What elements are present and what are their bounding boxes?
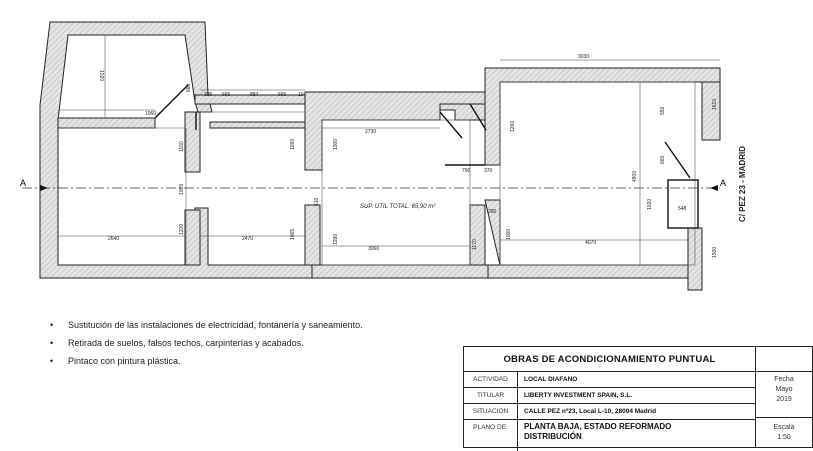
dim-label: 370 [484, 168, 493, 174]
dim-label: 548 [678, 206, 687, 212]
central-pillar [305, 205, 320, 265]
row-titular [464, 388, 755, 404]
note-text: Retirada de suelos, falsos techos, carpinterías y acabados. [68, 338, 304, 348]
row-value: LIBERTY INVESTMENT SPAIN, S.L. [524, 392, 633, 399]
pillar-1 [185, 112, 200, 172]
title-block-side [755, 346, 813, 448]
dim-label: 1020 [98, 70, 104, 82]
dim-label: 3030 [578, 54, 590, 60]
section-mark-left: A [20, 178, 27, 188]
dim-label: 1000 [506, 228, 512, 240]
door-leaf-1 [155, 85, 188, 118]
dim-label: 4070 [585, 240, 597, 246]
row-value [518, 420, 755, 451]
plano-value-1: PLANTA BAJA, ESTADO REFORMADO [524, 422, 672, 431]
fecha-cell [756, 372, 812, 418]
dim-label: 1200 [179, 223, 185, 235]
dim-label: 1060 [145, 111, 157, 117]
dim-label: 2470 [242, 236, 254, 242]
row-label: PLANO DE: [464, 420, 518, 451]
dim-label: 1065 [179, 183, 185, 195]
dim-label: 550 [660, 106, 666, 115]
escala-cell [756, 418, 812, 443]
dim-label: 1300 [333, 138, 339, 150]
list-item [46, 334, 363, 352]
fecha-label: Fecha [774, 376, 794, 383]
side-top [756, 347, 812, 372]
plano-value-2: DISTRIBUCIÓN [524, 432, 582, 441]
row-value: LOCAL DIAFANO [524, 376, 578, 383]
row-label: SITUACION [464, 404, 518, 419]
pillar-2 [185, 210, 200, 265]
title-block-main [463, 346, 755, 448]
section-mark-right: A [720, 178, 727, 188]
right-room-wall-2 [485, 200, 702, 278]
mid-pillar-right [470, 205, 485, 265]
dim-label: 1160 [179, 141, 185, 152]
list-item [46, 316, 363, 334]
dim-label: 660 [660, 155, 666, 164]
bullet-icon: • [50, 320, 54, 330]
row-label: ACTIVIDAD [464, 372, 518, 387]
dim-label: 880 [186, 83, 192, 92]
area-label: SUP. UTIL TOTAL: 65,90 m² [360, 204, 436, 210]
row-value: CALLE PEZ nº23, Local L-10, 28004 Madrid [524, 408, 657, 415]
row-plano [464, 420, 755, 451]
dim-label: 665 [278, 92, 287, 98]
door-leaf-4 [665, 142, 690, 178]
plano-value-line [524, 422, 671, 442]
dim-label: 326 [204, 92, 213, 98]
corridor-wall-bottom [210, 122, 305, 128]
section-line [22, 185, 720, 191]
escala-label: Escala [773, 424, 795, 431]
dim-label: 1610 [712, 98, 718, 110]
row-situacion [464, 404, 755, 420]
dim-label: 1170 [472, 239, 478, 250]
fecha-year: 2019 [776, 396, 792, 403]
dim-label: 290 [488, 209, 497, 215]
dim-label: 610 [314, 197, 320, 206]
dim-label: 2730 [365, 129, 377, 135]
dim-label: 1260 [510, 120, 516, 132]
inner-wall-top [58, 118, 155, 128]
dim-label: 2640 [108, 236, 120, 242]
dim-label: 1020 [647, 198, 653, 210]
left-room-wall [40, 22, 312, 278]
list-item [46, 352, 363, 370]
row-label: TITULAR [464, 388, 518, 403]
project-title: OBRAS DE ACONDICIONAMIENTO PUNTUAL [464, 347, 755, 372]
dim-label: 4800 [632, 170, 638, 182]
walls [40, 22, 720, 290]
note-text: Pintaco con pintura plástica. [68, 356, 181, 366]
dim-label: 665 [222, 92, 231, 98]
dim-label: 1065 [290, 228, 296, 240]
dim-label: 790 [462, 168, 471, 174]
dim-label: 884 [250, 92, 259, 98]
dim-label: 1500 [712, 246, 718, 258]
dim-label: 10 [298, 92, 304, 98]
notes-list [46, 316, 363, 370]
escala-value: 1:50 [777, 434, 791, 441]
central-bottom-wall [312, 265, 488, 278]
fecha-month: Mayo [775, 386, 793, 393]
right-room-wall [485, 68, 720, 165]
row-actividad [464, 372, 755, 388]
right-front-wall [695, 82, 720, 140]
street-label: C/ PEZ 23 - MADRID [738, 145, 747, 222]
dim-label: 1260 [290, 138, 296, 150]
dim-label: 1280 [333, 233, 339, 245]
dim-label: 3060 [368, 246, 380, 252]
note-text: Sustitución de las instalaciones de electricidad, fontanería y saneamiento. [68, 320, 363, 330]
title-block [463, 346, 813, 448]
bullet-icon: • [50, 338, 54, 348]
bullet-icon: • [50, 356, 54, 366]
